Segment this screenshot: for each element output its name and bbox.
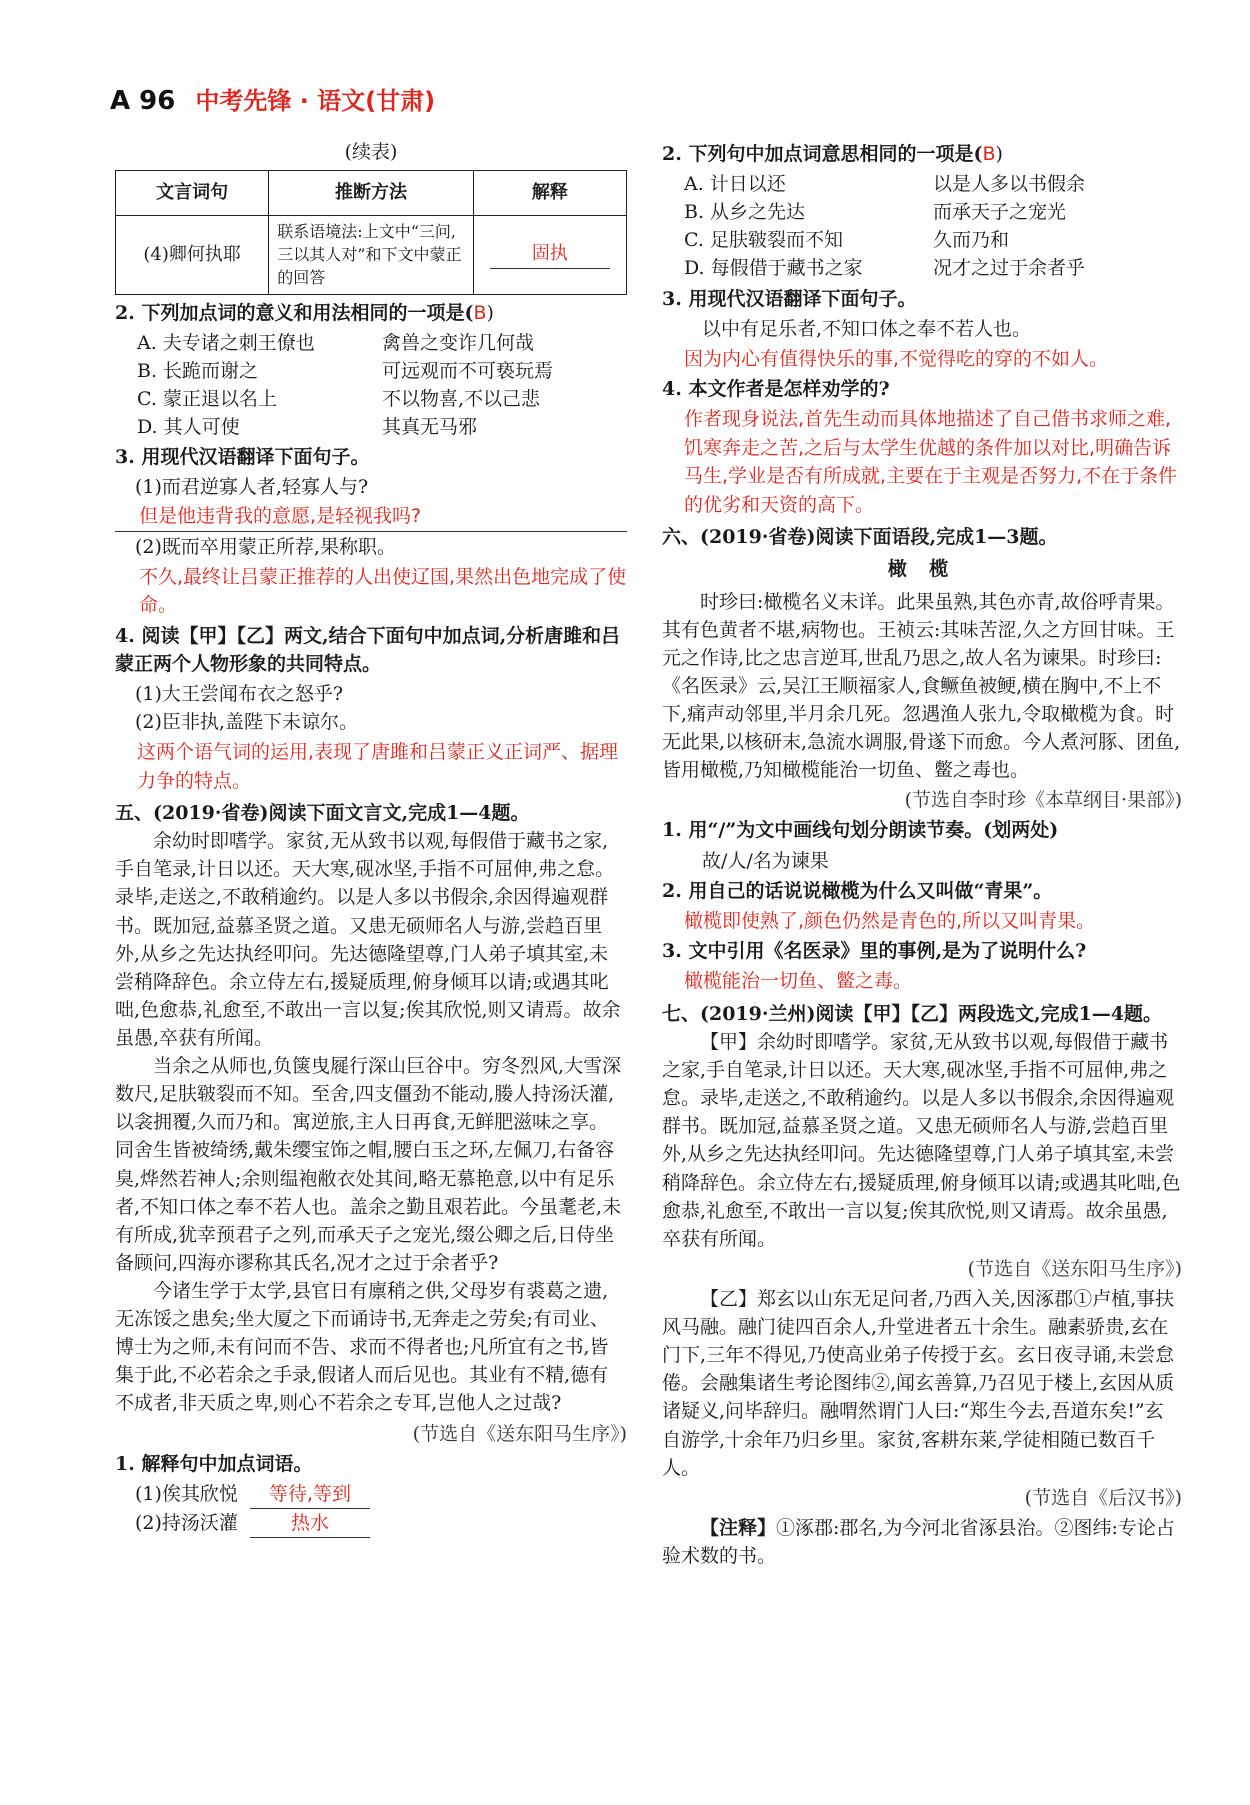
option: 可远观而不可亵玩焉 [382, 359, 554, 382]
table-cell: (4)卿何执耶 [116, 216, 269, 295]
table-answer: 固执 [490, 241, 610, 269]
sentence-row: (2)持汤沃灌 热水 [115, 1509, 627, 1538]
sentence-row: (1)俟其欣悦 等待,等到 [115, 1480, 627, 1509]
option: 久而乃和 [933, 229, 1010, 252]
answer: 这两个语气词的运用,表现了唐雎和吕蒙正义正词严、据理力争的特点。 [137, 741, 619, 792]
table-header: 解释 [473, 171, 626, 216]
question-4: 4. 本文作者是怎样劝学的? [662, 378, 890, 401]
question-1: 1. 解释句中加点词语。 [115, 1452, 313, 1475]
option: 不以物喜,不以己悲 [382, 388, 541, 410]
option: 而承天子之宠光 [933, 201, 1067, 224]
question-1: 1. 用“/”为文中画线句划分朗读节奏。(划两处) [662, 819, 1059, 842]
sentence: 以中有足乐者,不知口体之奉不若人也。 [702, 317, 1032, 340]
options [662, 170, 1182, 282]
passage-title: 橄 榄 [887, 558, 957, 581]
answer: B [473, 301, 487, 324]
source-citation: (节选自《后汉书》) [1024, 1486, 1182, 1509]
answer: 故/人/名为谏果 [702, 849, 829, 872]
answer: 橄榄即使熟了,颜色仍然是青色的,所以又叫青果。 [684, 909, 1096, 932]
passage-paragraph: 余幼时即嗜学。家贫,无从致书以观,每假借于藏书之家,手自笔录,计日以还。天大寒,砚冰坚,手指不可屈伸,弗之怠。录毕,走送之,不敢稍逾约。以是人多以书假余,余因得遍观群书。既加冠,益慕圣贤之道。又患无硕师名人与游,尝趋百里外,从乡之先达执经叩问。先达德隆望尊,门人弟子填其室,未尝稍降辞色。余立侍左右,援疑质理,俯身倾耳以请;或遇其叱咄,色愈恭,礼愈至,不敢出一言以复;俟其欣悦,则又请焉。故余虽愚,卒获有所闻。 [115, 830, 621, 1049]
passage-paragraph: 当余之从师也,负箧曳屣行深山巨谷中。穷冬烈风,大雪深数尺,足肤皲裂而不知。至舍,四支僵劲不能动,媵人持汤沃灌,以衾拥覆,久而乃和。寓逆旅,主人日再食,无鲜肥滋味之享。同舍生皆被绮绣,戴朱缨宝饰之帽,腰白玉之环,左佩刀,右备容臭,烨然若神人;余则缊袍敝衣处其间,略无慕艳意,以中有足乐者,不知口体之奉不若人也。盖余之勤且艰若此。今虽耄老,未有所成,犹幸预君子之列,而承天子之宠光,缀公卿之后,日侍坐备顾问,四海亦谬称其氏名,况才之过于余者乎? [115, 1055, 622, 1274]
section-heading: 七、(2019·兰州)阅读【甲】【乙】两段选文,完成1—4题。 [662, 1002, 1163, 1025]
option: B. 长跪而谢之 [137, 359, 259, 382]
option: 况才之过于余者乎 [933, 257, 1086, 280]
answer: 因为内心有值得快乐的事,不觉得吃的穿的不如人。 [684, 347, 1109, 370]
option: C. 足肤皲裂而不知 [684, 229, 843, 252]
page-number: A 96 [110, 86, 176, 116]
left-column [115, 138, 627, 1538]
table-header: 推断方法 [269, 171, 473, 216]
option: C. 蒙正退以名上 [137, 388, 277, 410]
answer: B [982, 143, 996, 165]
source-citation: (节选自《送东阳马生序》) [967, 1257, 1182, 1280]
annotation-note: 【注释】①涿郡:郡名,为今河北省涿县治。②图纬:专论占验术数的书。 [662, 1516, 1175, 1567]
page-header [110, 82, 435, 120]
answer: 但是他违背我的意愿,是轻视我吗? [115, 502, 627, 531]
answer: 橄榄能治一切鱼、鳖之毒。 [684, 970, 913, 993]
table-cell: 联系语境法:上文中“三问,三以其人对”和下文中蒙正的回答 [269, 216, 473, 295]
option: A. 计日以还 [684, 173, 786, 196]
option: B. 从乡之先达 [684, 201, 806, 224]
sentence: (2)既而卒用蒙正所荐,果称职。 [135, 535, 396, 558]
question-4: 4. 阅读【甲】【乙】两文,结合下面句中加点词,分析唐雎和吕蒙正两个人物形象的共同特点。 [115, 624, 621, 675]
option: 其真无马邪 [382, 416, 478, 439]
book-title: 中考先锋 · 语文(甘肃) [195, 87, 436, 115]
answer: 热水 [250, 1509, 370, 1538]
source-citation: (节选自李时珍《本草纲目·果部》) [904, 789, 1182, 812]
answer: 等待,等到 [250, 1480, 370, 1509]
option: A. 夫专诸之刺王僚也 [137, 331, 315, 354]
question-2: 2. 用自己的话说说橄榄为什么又叫做“青果”。 [662, 879, 1053, 902]
answer: 不久,最终让吕蒙正推荐的人出使辽国,果然出色地完成了使命。 [139, 565, 627, 617]
option: D. 其人可使 [137, 416, 240, 439]
section-heading: 五、(2019·省卷)阅读下面文言文,完成1—4题。 [115, 802, 530, 825]
question-3: 3. 文中引用《名医录》里的事例,是为了说明什么? [662, 940, 1087, 963]
option: D. 每假借于藏书之家 [684, 257, 863, 280]
sentence: (1)大王尝闻布衣之怒乎? [135, 682, 344, 705]
section-heading: 六、(2019·省卷)阅读下面语段,完成1—3题。 [662, 526, 1058, 549]
question-3: 3. 用现代汉语翻译下面句子。 [115, 446, 370, 469]
passage-paragraph: 今诸生学于太学,县官日有廪稍之供,父母岁有裘葛之遗,无冻馁之患矣;坐大厦之下而诵诗书,无奔走之劳矣;有司业、博士为之师,未有问而不告、求而不得者也;凡所宜有之书,皆集于此,不必若余之手录,假诸人而后见也。其业有不精,德有不成者,非天质之卑,则心不若余之专耳,岂他人之过哉? [115, 1279, 609, 1415]
sentence: (2)臣非执,盖陛下未谅尔。 [135, 710, 358, 733]
question-2: 2. 下列句中加点词意思相同的一项是(B) [662, 143, 1003, 165]
passage-paragraph: 【乙】郑玄以山东无足问者,乃西入关,因涿郡①卢植,事扶风马融。融门徒四百余人,升堂进者五十余生。融素骄贵,玄在门下,三年不得见,乃使高业弟子传授于玄。玄日夜寻诵,未尝怠倦。会融集诸生考论图纬②,闻玄善算,乃召见于楼上,玄因从质诸疑义,问毕辞归。融喟然谓门人曰:“郑生今去,吾道东矣!”玄自游学,十余年乃归乡里。家贫,客耕东莱,学徒相随已数百千人。 [662, 1288, 1175, 1479]
passage-paragraph: 【甲】余幼时即嗜学。家贫,无从致书以观,每假借于藏书之家,手自笔录,计日以还。天大寒,砚冰坚,手指不可屈伸,弗之怠。录毕,走送之,不敢稍逾约。以是人多以书假余,余因得遍观群书。既加冠,益慕圣贤之道。又患无硕师名人与游,尝趋百里外,从乡之先达执经叩问。先达德隆望尊,门人弟子填其室,未尝稍降辞色。余立侍左右,援疑质理,俯身倾耳以请;或遇其叱咄,色愈恭,礼愈至,不敢出一言以复;俟其欣悦,则又请焉。故余虽愚,卒获有所闻。 [662, 1031, 1181, 1250]
table-continued-label: (续表) [344, 141, 398, 163]
sentence: (1)而君逆寡人者,轻寡人与? [135, 476, 369, 499]
question-3: 3. 用现代汉语翻译下面句子。 [662, 287, 917, 310]
answer: 作者现身说法,首先生动而具体地描述了自己借书求师之难,饥寒奔走之苦,之后与太学生优越的条件加以对比,明确告诉马生,学业是否有所成就,主要在于主观是否努力,不在于条件的优劣和天资的高下。 [684, 408, 1178, 516]
option: 禽兽之变诈几何哉 [382, 331, 535, 354]
passage-paragraph: 时珍曰:橄榄名义未详。此果虽熟,其色亦青,故俗呼青果。其有色黄者不堪,病物也。王祯云:其味苦涩,久之方回甘味。王元之作诗,比之忠言逆耳,世乱乃思之,故人名为谏果。时珍曰:《名医录》云,吴江王顺福家人,食鳜鱼被鲠,横在胸中,不上不下,痛声动邻里,半月余几死。忽遇渔人张九,令取橄榄为食。时无此果,以核研末,急流水调服,骨遂下而愈。今人煮河豚、团鱼,皆用橄榄,乃知橄榄能治一切鱼、鳖之毒也。 [662, 590, 1181, 782]
question-2: 2. 下列加点词的意义和用法相同的一项是(B) [115, 301, 494, 324]
option: 以是人多以书假余 [933, 173, 1086, 196]
source-citation: (节选自《送东阳马生序》) [412, 1422, 627, 1445]
options [115, 329, 627, 441]
table-header: 文言词句 [116, 171, 269, 216]
right-column [662, 138, 1182, 1570]
vocab-table [115, 170, 627, 295]
